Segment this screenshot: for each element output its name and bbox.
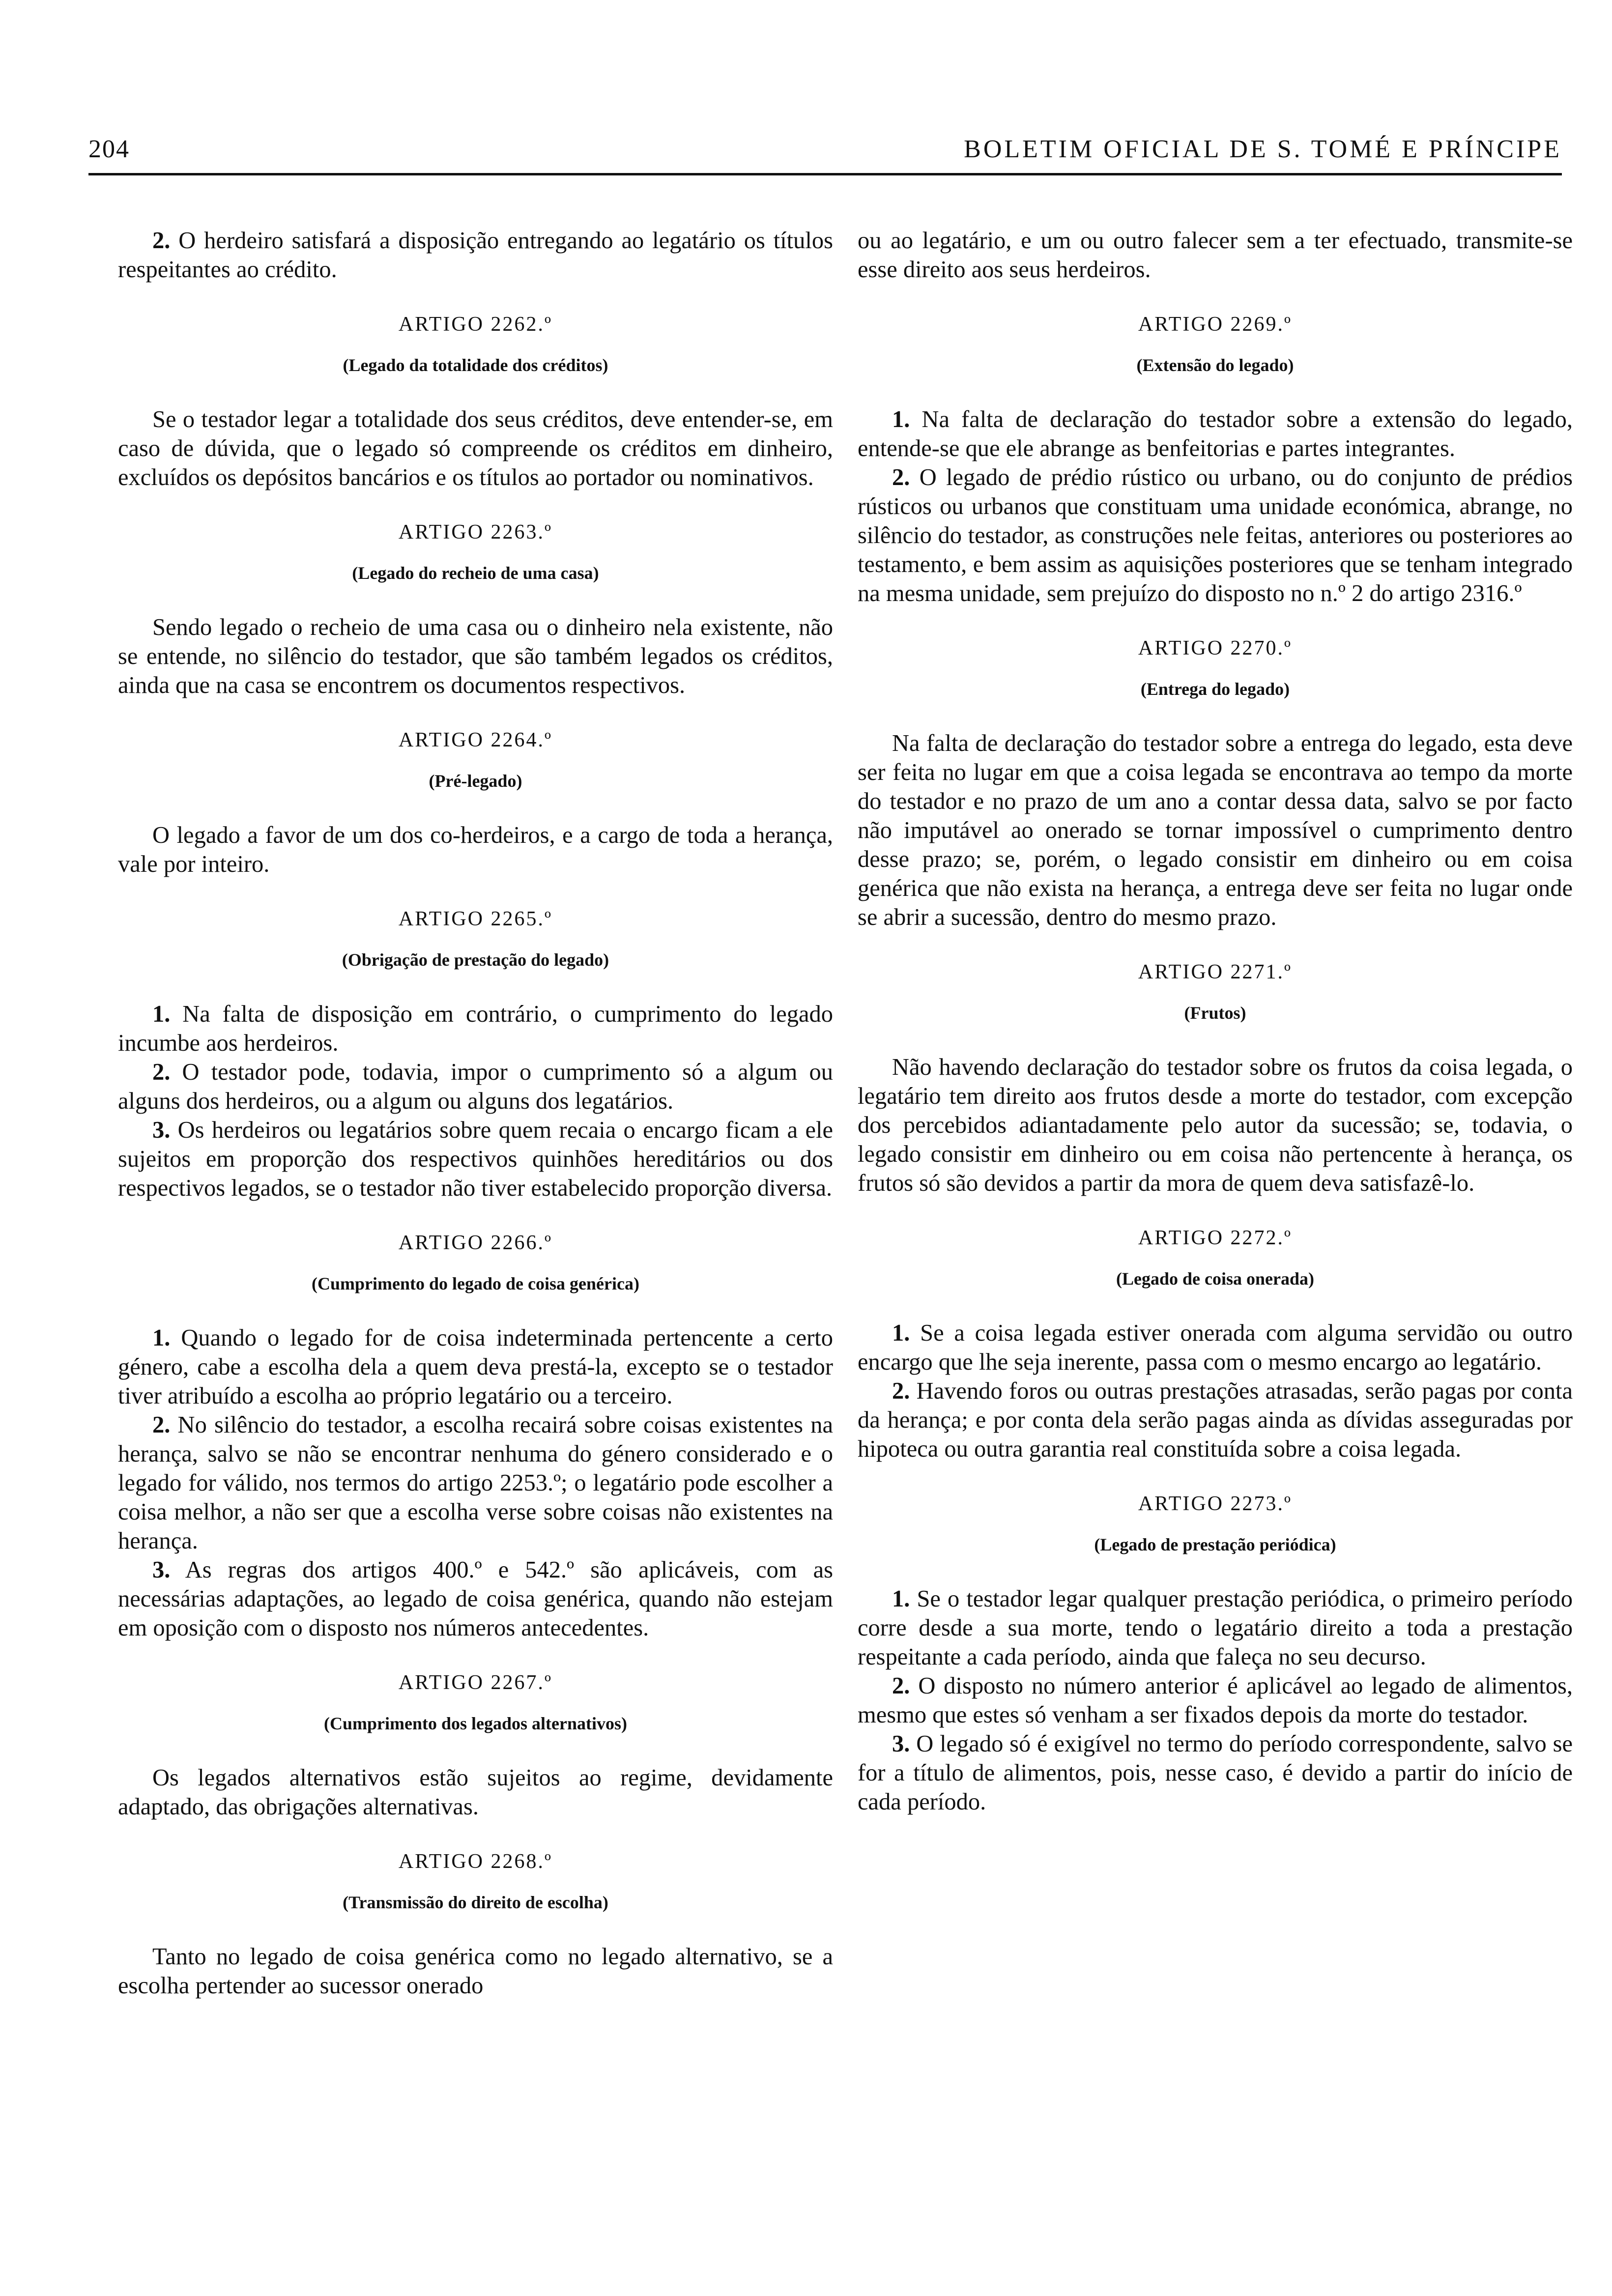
right-column [858,226,1573,1816]
article-heading: ARTIGO 2271.º [1138,961,1293,983]
article-title: (Legado da totalidade dos créditos) [343,355,608,375]
paragraph [858,1377,1573,1464]
article-heading: ARTIGO 2272.º [1138,1227,1293,1249]
paragraph-number: 3. [892,1731,910,1757]
paragraph-text: Não havendo declaração do testador sobre os frutos da coisa legada, o legatário tem direito aos frutos desde a morte do testador, com excepção dos percebidos adiantadamente pelo autor da sucessão; se, todavia, o legado consistir em dinheiro ou em coisa não pertencente à herança, os frutos só são devidos a partir da mora de quem deva satisfazê-lo. [858,1054,1573,1196]
paragraph [858,226,1573,284]
article-heading: ARTIGO 2264.º [398,729,553,751]
paragraph-text: Se o testador legar qualquer prestação periódica, o primeiro período corre desde a sua morte, tendo o legatário direito a toda a prestação respeitante a cada período, ainda que faleça no seu decurso. [858,1586,1573,1670]
paragraph [858,1319,1573,1377]
article-heading: ARTIGO 2266.º [398,1232,553,1254]
paragraph-text: Na falta de declaração do testador sobre a extensão do legado, entende-se que ele abrange as benfeitorias e partes integrantes. [858,406,1573,461]
paragraph-text: O legado de prédio rústico ou urbano, ou do conjunto de prédios rústicos ou urbanos que constituam uma unidade económica, abrange, no silêncio do testador, as construções nele feitas, anteriores ou posteriores ao testamento, e bem assim as aquisições posteriores que se tenham integrado na mesma unidade, sem prejuízo do disposto no n.º 2 do artigo 2316.º [858,464,1573,606]
article-heading: ARTIGO 2269.º [1138,313,1293,336]
page-number: 204 [88,135,130,163]
paragraph [118,1763,833,1821]
paragraph [118,1000,833,1058]
paragraph-number: 1. [152,1325,171,1351]
paragraph [858,405,1573,463]
paragraph-text: Quando o legado for de coisa indeterminada pertencente a certo género, cabe a escolha dela a quem deva prestá-la, excepto se o testador tiver atribuído a escolha ao próprio legatário ou a terceiro. [118,1325,833,1409]
paragraph-text: Havendo foros ou outras prestações atrasadas, serão pagas por conta da herança; e por conta dela serão pagas ainda as dívidas asseguradas por hipoteca ou outra garantia real constituída sobre a coisa legada. [858,1378,1573,1462]
paragraph [118,405,833,492]
article-title: (Legado de prestação periódica) [1094,1535,1336,1554]
paragraph-text: Se o testador legar a totalidade dos seus créditos, deve entender-se, em caso de dúvida, que o legado só compreende os créditos em dinheiro, excluídos os depósitos bancários e os títulos ao portador ou nominativos. [118,406,833,490]
paragraph-number: 1. [892,1320,910,1346]
paragraph [118,1323,833,1410]
paragraph-text: Os legados alternativos estão sujeitos ao regime, devidamente adaptado, das obrigações alternativas. [118,1765,833,1820]
article-title: (Extensão do legado) [1136,355,1294,375]
article-title: (Cumprimento dos legados alternativos) [324,1714,627,1733]
article-title: (Transmissão do direito de escolha) [343,1893,608,1912]
article-heading: ARTIGO 2268.º [398,1850,553,1873]
article-heading: ARTIGO 2267.º [398,1671,553,1694]
article-heading: ARTIGO 2265.º [398,908,553,930]
page-header [88,129,1562,175]
article-heading: ARTIGO 2273.º [1138,1492,1293,1515]
article-heading: ARTIGO 2263.º [398,521,553,544]
paragraph-number: 1. [892,1586,910,1612]
paragraph-text: O testador pode, todavia, impor o cumprimento só a algum ou alguns dos herdeiros, ou a algum ou alguns dos legatários. [118,1059,833,1114]
article-title: (Cumprimento do legado de coisa genérica) [312,1274,639,1293]
paragraph-number: 2. [152,1412,171,1438]
paragraph-number: 2. [892,1673,910,1699]
paragraph-text: As regras dos artigos 400.º e 542.º são aplicáveis, com as necessárias adaptações, ao legado de coisa genérica, quando não estejam em oposição com o disposto nos números antecedentes. [118,1557,833,1641]
paragraph [858,1053,1573,1198]
paragraph-number: 3. [152,1117,171,1143]
paragraph [858,729,1573,932]
paragraph-number: 1. [892,406,910,432]
paragraph [858,463,1573,608]
paragraph-text: Os herdeiros ou legatários sobre quem recaia o encargo ficam a ele sujeitos em proporção dos respectivos quinhões hereditários ou dos respectivos legados, se o testador não tiver estabelecido proporção diversa. [118,1117,833,1201]
paragraph [858,1729,1573,1816]
paragraph-text: Se a coisa legada estiver onerada com alguma servidão ou outro encargo que lhe seja inerente, passa com o mesmo encargo ao legatário. [858,1320,1573,1375]
paragraph-text: O legado a favor de um dos co-herdeiros, e a cargo de toda a herança, vale por inteiro. [118,822,833,877]
article-title: (Entrega do legado) [1140,679,1290,699]
paragraph-text: No silêncio do testador, a escolha recairá sobre coisas existentes na herança, salvo se não se encontrar nenhuma do género considerado e o legado for válido, nos termos do artigo 2253.º; o legatário pode escolher a coisa melhor, a não ser que a escolha verse sobre coisas não existentes na herança. [118,1412,833,1554]
paragraph-text: Sendo legado o recheio de uma casa ou o dinheiro nela existente, não se entende, no silêncio do testador, que são também legados os créditos, ainda que na casa se encontrem os documentos respectivos. [118,614,833,698]
paragraph-text: Na falta de declaração do testador sobre a entrega do legado, esta deve ser feita no lugar em que a coisa legada se encontrava ao tempo da morte do testador e no prazo de um ano a contar dessa data, salvo se por facto não imputável ao onerado se tornar impossível o cumprimento dentro desse prazo; se, porém, o legado consistir em dinheiro ou em coisa genérica que não exista na herança, a entrega deve ser feita no lugar onde se abrir a sucessão, dentro do mesmo prazo. [858,730,1573,930]
paragraph-number: 2. [892,464,910,490]
article-heading: ARTIGO 2270.º [1138,637,1293,660]
article-title: (Legado do recheio de uma casa) [352,563,599,583]
paragraph-text: O legado só é exigível no termo do período correspondente, salvo se for a título de alimentos, pois, nesse caso, é devido a partir do início de cada período. [858,1731,1573,1815]
paragraph [118,226,833,284]
left-column [118,226,833,2000]
paragraph [118,1410,833,1555]
article-title: (Legado de coisa onerada) [1116,1269,1314,1289]
paragraph [118,1058,833,1116]
paragraph [118,821,833,879]
paragraph [118,1942,833,2000]
paragraph [858,1671,1573,1729]
paragraph-text: O disposto no número anterior é aplicável ao legado de alimentos, mesmo que estes só venham a ser fixados depois da morte do testador. [858,1673,1573,1728]
paragraph-number: 1. [152,1001,171,1027]
paragraph [118,1116,833,1203]
paragraph-number: 2. [152,228,171,254]
paragraph-text: Na falta de disposição em contrário, o cumprimento do legado incumbe aos herdeiros. [118,1001,833,1056]
article-title: (Pré-legado) [429,771,522,791]
article-title: (Frutos) [1184,1003,1246,1023]
publication-title: BOLETIM OFICIAL DE S. TOMÉ E PRÍNCIPE [964,135,1562,163]
paragraph-text: ou ao legatário, e um ou outro falecer sem a ter efectuado, transmite-se esse direito aos seus herdeiros. [858,228,1573,283]
paragraph-number: 2. [892,1378,910,1404]
paragraph [118,1555,833,1642]
paragraph-number: 3. [152,1557,171,1583]
paragraph [858,1584,1573,1671]
article-title: (Obrigação de prestação do legado) [342,950,609,970]
article-heading: ARTIGO 2262.º [398,313,553,336]
paragraph-text: O herdeiro satisfará a disposição entregando ao legatário os títulos respeitantes ao crédito. [118,228,833,283]
paragraph [118,613,833,700]
paragraph-text: Tanto no legado de coisa genérica como no legado alternativo, se a escolha pertender ao sucessor onerado [118,1944,833,1999]
paragraph-number: 2. [152,1059,171,1085]
